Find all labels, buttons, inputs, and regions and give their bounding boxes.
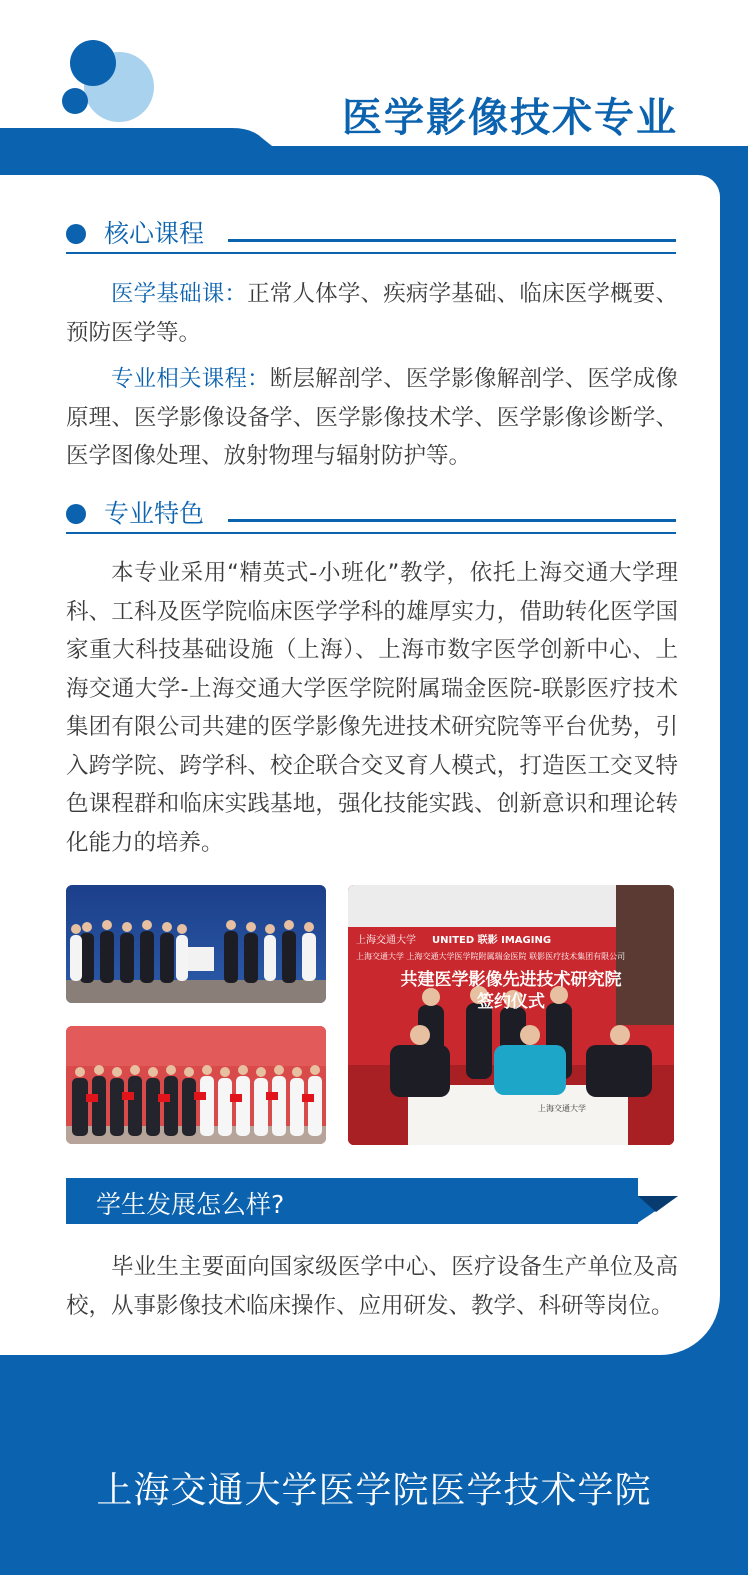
development-paragraph: 毕业生主要面向国家级医学中心、医疗设备生产单位及高校，从事影像技术临床操作、应用研发、教学、科研等岗位。 xyxy=(66,1254,678,1319)
section-title: 核心课程 xyxy=(104,219,205,248)
section-heading-core-courses xyxy=(66,214,676,250)
divider xyxy=(66,252,676,254)
section-heading-features xyxy=(66,494,676,530)
divider xyxy=(228,239,676,242)
basic-courses-paragraph xyxy=(66,275,678,352)
signing-logo-united: UNITED 联影 IMAGING xyxy=(432,935,552,946)
signing-title-line2: 签约仪式 xyxy=(477,992,545,1012)
section-title: 学生发展怎么样? xyxy=(96,1190,285,1219)
photo-group-ceremony xyxy=(66,885,326,1003)
footer-institution: 上海交通大学医学院医学技术学院 xyxy=(96,1470,652,1511)
features-paragraph: 本专业采用“精英式-小班化”教学，依托上海交通大学理科、工科及医学院临床医学学科的雄厚实力，借助转化医学国家重大科技基础设施（上海）、上海市数字医学创新中心、上海交通大学-上海交通大学医学院附属瑞金医院-联影医疗技术集团有限公司共建的医学影像先进技术研究院等平台优势，引入跨学院、跨学科、校企联合交叉育人模式，打造医工交叉特色课程群和临床实践基地，强化技能实践、创新意识和理论转化能力的培养。 xyxy=(66,560,678,856)
bullet-dot-icon xyxy=(66,224,86,244)
section-banner-development xyxy=(66,1178,678,1224)
photo-signing-ceremony xyxy=(348,885,674,1145)
signing-header-line: 上海交通大学 上海交通大学医学院附属瑞金医院 联影医疗技术集团有限公司 xyxy=(356,952,626,961)
basic-courses-text: 正常人体学、疾病学基础、临床医学概要、预防医学等。 xyxy=(66,281,678,346)
page-title: 医学影像技术专业 xyxy=(342,95,678,141)
logo-circle-small xyxy=(62,88,88,114)
divider xyxy=(66,532,676,534)
section-title: 专业特色 xyxy=(104,499,205,528)
major-courses-text: 断层解剖学、医学影像解剖学、医学成像原理、医学影像设备学、医学影像技术学、医学影像诊断学、医学图像处理、放射物理与辐射防护等。 xyxy=(66,366,678,469)
logo-circle-large xyxy=(70,40,116,86)
signing-table-sign: 上海交通大学 xyxy=(538,1104,586,1113)
major-courses-paragraph xyxy=(66,360,678,476)
signing-title-line1: 共建医学影像先进技术研究院 xyxy=(400,970,622,990)
bullet-dot-icon xyxy=(66,504,86,524)
photo-group-flags xyxy=(66,1026,326,1144)
major-courses-label: 专业相关课程： xyxy=(111,366,270,392)
signing-logo-sjtu: 上海交通大学 xyxy=(356,935,416,946)
basic-courses-label: 医学基础课： xyxy=(111,281,248,307)
divider xyxy=(228,519,676,522)
